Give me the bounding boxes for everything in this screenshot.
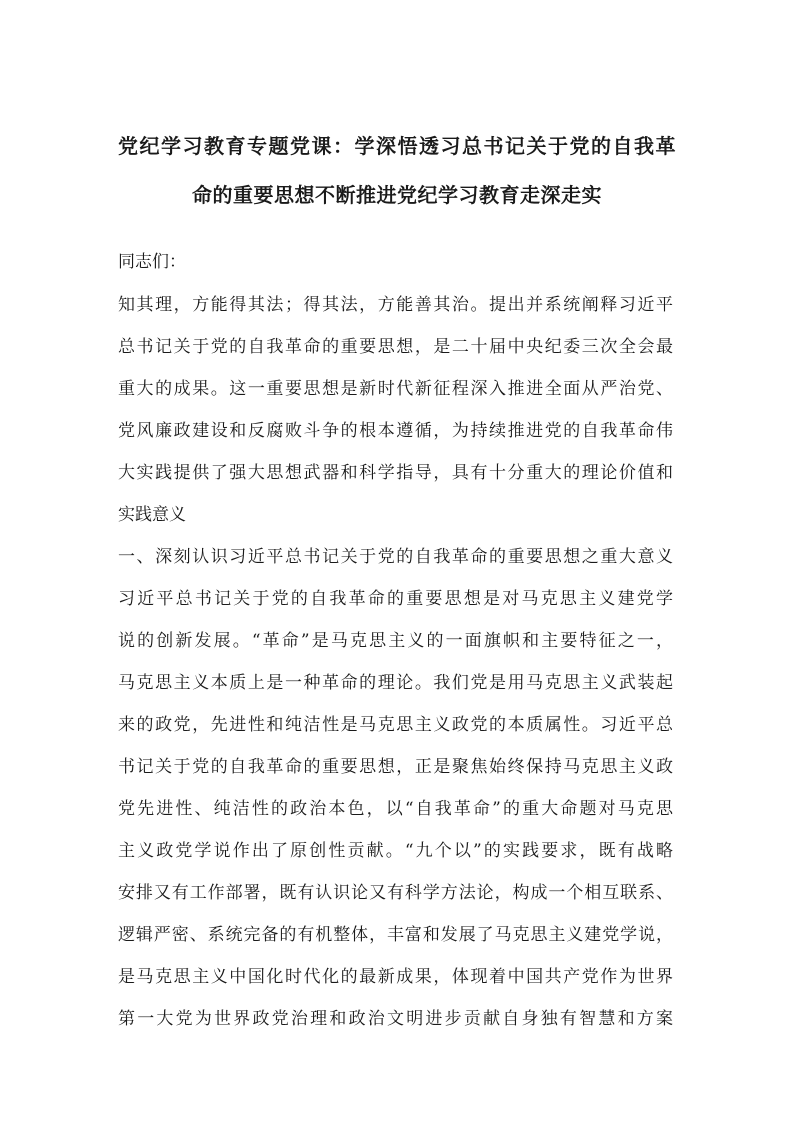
body-line: 来的政党，先进性和纯洁性是马克思主义政党的本质属性。习近平总 xyxy=(118,715,673,735)
body-line: 实践意义 xyxy=(118,505,186,525)
body-line: 说的创新发展。“革命”是马克思主义的一面旗帜和主要特征之一， xyxy=(118,631,673,651)
title-line-1: 党纪学习教育专题党课：学深悟透习总书记关于党的自我革 xyxy=(118,134,676,158)
greeting: 同志们： xyxy=(118,252,186,272)
body-line: 党风廉政建设和反腐败斗争的根本遵循，为持续推进党的自我革命伟 xyxy=(118,421,673,441)
body-line: 重大的成果。这一重要思想是新时代新征程深入推进全面从严治党、 xyxy=(118,379,673,399)
body-line: 书记关于党的自我革命的重要思想，正是聚焦始终保持马克思主义政 xyxy=(118,757,673,777)
body-line: 安排又有工作部署，既有认识论又有科学方法论，构成一个相互联系、 xyxy=(118,883,673,903)
body-line: 知其理，方能得其法；得其法，方能善其治。提出并系统阐释习近平 xyxy=(118,295,673,315)
body-line: 大实践提供了强大思想武器和科学指导，具有十分重大的理论价值和 xyxy=(118,463,673,483)
body-line: 习近平总书记关于党的自我革命的重要思想是对马克思主义建党学 xyxy=(118,589,673,609)
section-heading: 一、深刻认识习近平总书记关于党的自我革命的重要思想之重大意义 xyxy=(118,547,673,567)
body-line: 第一大党为世界政党治理和政治文明进步贡献自身独有智慧和方案 xyxy=(118,1009,673,1029)
body-line: 主义政党学说作出了原创性贡献。“九个以”的实践要求，既有战略 xyxy=(118,841,673,861)
body-line: 马克思主义本质上是一种革命的理论。我们党是用马克思主义武装起 xyxy=(118,673,673,693)
title-line-2: 命的重要思想不断推进党纪学习教育走深走实 xyxy=(192,183,602,207)
body-line: 是马克思主义中国化时代化的最新成果，体现着中国共产党作为世界 xyxy=(118,967,673,987)
body-line: 总书记关于党的自我革命的重要思想，是二十届中央纪委三次全会最 xyxy=(118,337,673,357)
body-line: 逻辑严密、系统完备的有机整体，丰富和发展了马克思主义建党学说， xyxy=(118,925,673,945)
body-line: 党先进性、纯洁性的政治本色，以“自我革命”的重大命题对马克思 xyxy=(118,799,673,819)
